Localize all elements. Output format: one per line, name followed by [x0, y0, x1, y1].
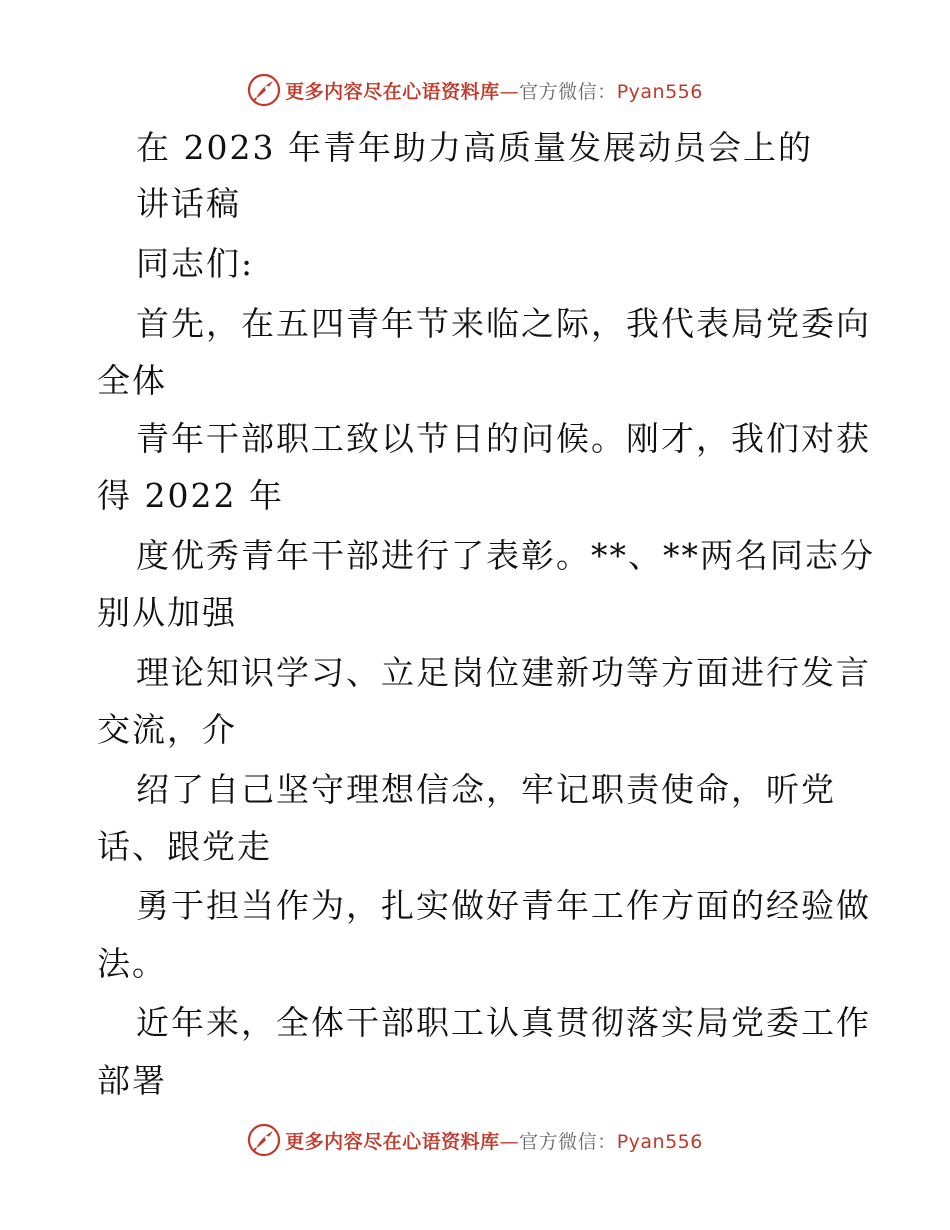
header-separator: —	[499, 80, 520, 103]
footer-brand: 更多内容尽在心语资料库	[285, 1130, 500, 1153]
header-brand: 更多内容尽在心语资料库	[285, 80, 500, 103]
paragraph-line: 绍了自己坚守理想信念，牢记职责使命，听党	[136, 770, 836, 809]
salutation: 同志们:	[136, 244, 255, 283]
header-wechat-id: Pyan556	[616, 80, 703, 103]
paragraph-line: 话、跟党走	[97, 827, 272, 866]
footer-watermark-text	[285, 1127, 703, 1154]
paragraph-line: 近年来，全体干部职工认真贯彻落实局党委工作	[136, 1003, 871, 1042]
paragraph-line: 得 2022 年	[97, 476, 284, 515]
paragraph-line: 度优秀青年干部进行了表彰。**、**两名同志分	[136, 536, 875, 575]
footer-watermark	[0, 1120, 950, 1160]
title-line-1: 在 2023 年青年助力高质量发展动员会上的	[136, 128, 813, 167]
paragraph-line: 交流，介	[97, 710, 237, 749]
quill-logo-icon	[247, 1123, 281, 1157]
footer-wechat-id: Pyan556	[616, 1130, 703, 1153]
paragraph-line: 勇于担当作为，扎实做好青年工作方面的经验做	[136, 886, 871, 925]
footer-separator: —	[499, 1130, 520, 1153]
paragraph-line: 全体	[97, 361, 167, 400]
paragraph-line: 法。	[97, 944, 167, 983]
paragraph-line: 部署	[97, 1061, 167, 1100]
paragraph-line: 青年干部职工致以节日的问候。刚才，我们对获	[136, 419, 871, 458]
title-line-2: 讲话稿	[136, 184, 241, 223]
paragraph-line: 首先，在五四青年节来临之际，我代表局党委向	[136, 304, 871, 343]
paragraph-line: 理论知识学习、立足岗位建新功等方面进行发言	[136, 653, 871, 692]
header-wechat-label: 官方微信：	[519, 80, 617, 103]
header-watermark	[0, 70, 950, 110]
footer-wechat-label: 官方微信：	[519, 1130, 617, 1153]
header-watermark-text	[285, 77, 703, 104]
quill-logo-icon	[247, 73, 281, 107]
paragraph-line: 别从加强	[97, 593, 237, 632]
